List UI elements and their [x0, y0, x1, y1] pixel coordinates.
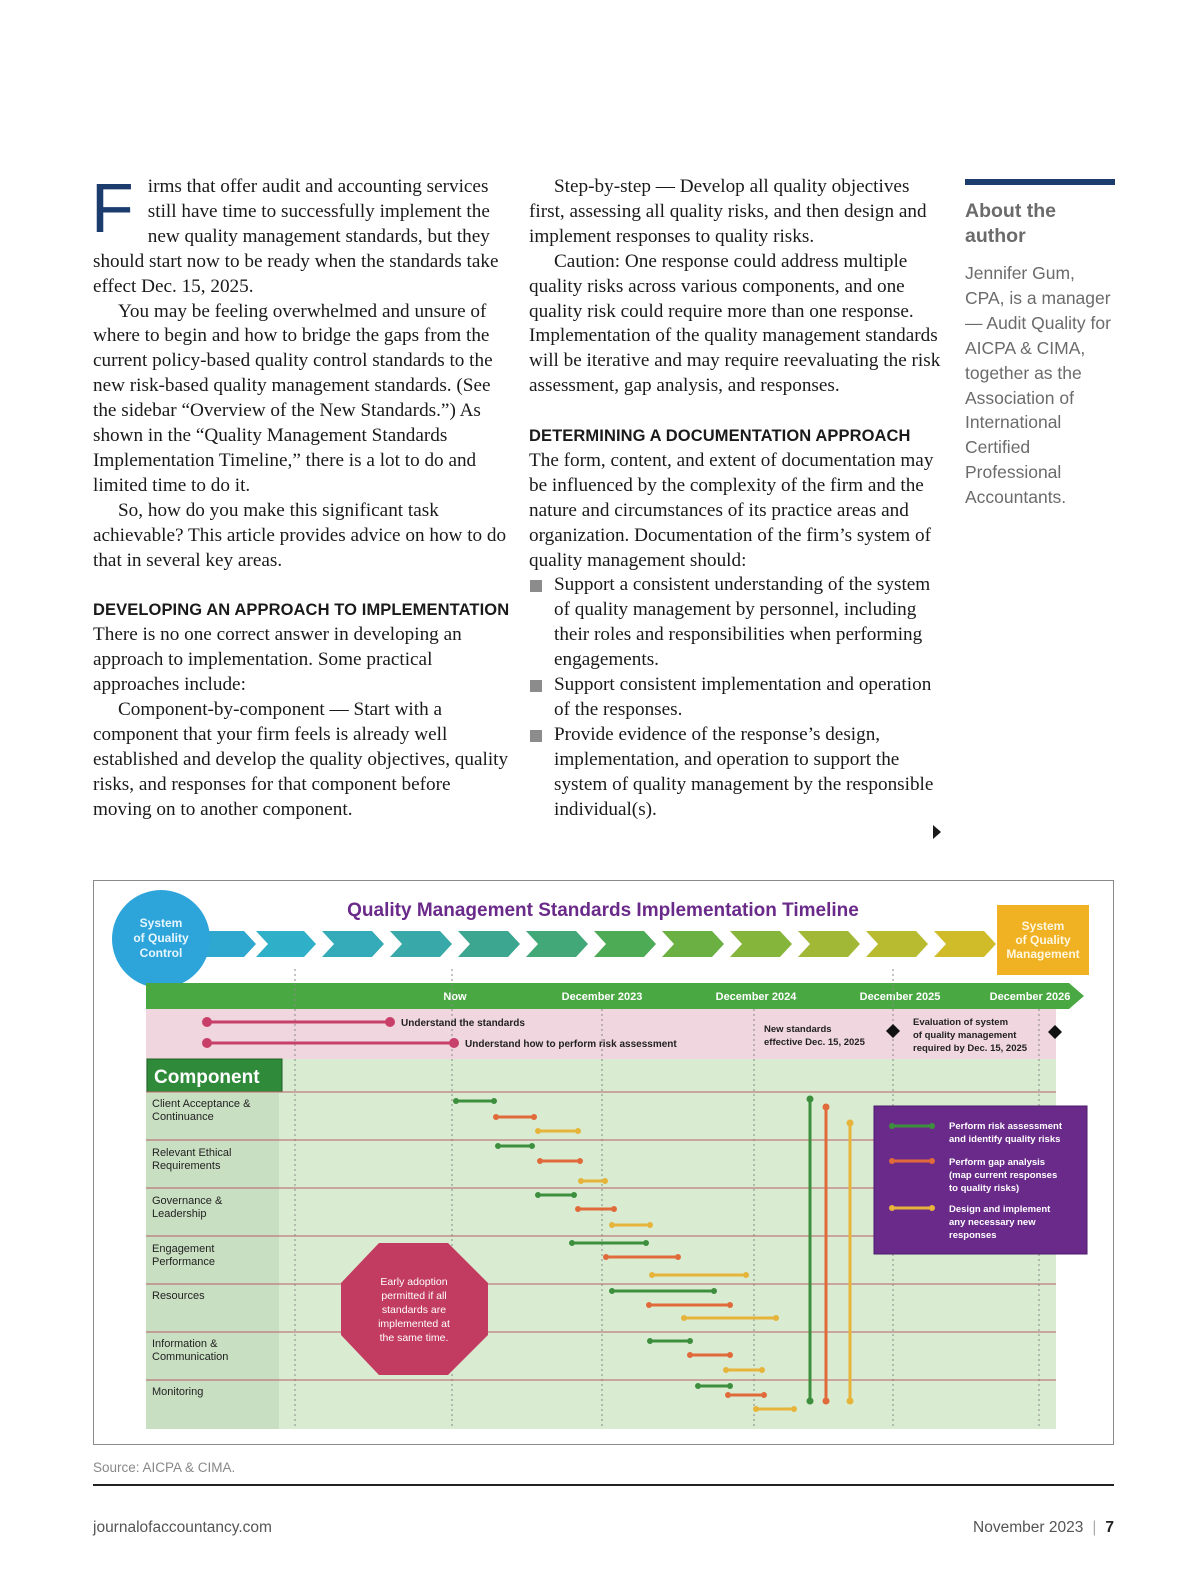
list-item: Provide evidence of the response’s design, implementation, and operation to support the system of quality management by the responsible individual(s). — [529, 723, 949, 823]
section-heading: DETERMINING A DOCUMENTATION APPROACH — [529, 427, 911, 446]
paragraph: Caution: One response could address multiple quality risks across various components, and one quality risk could require more than one response. Implementation of the quality management standards will be iterative and may require reevaluating the risk assessment, gap analysis, and responses. — [529, 250, 941, 397]
chevron-icon — [798, 931, 860, 957]
gantt-bar-endpoint — [723, 1367, 729, 1373]
component-label: Governance & — [152, 1195, 223, 1207]
gantt-bar-endpoint — [535, 1192, 541, 1198]
author-bio: Jennifer Gum, CPA, is a manager — Audit Quality for AICPA & CIMA, together as the Association of International Certified Professional Accountants. — [965, 263, 1111, 508]
start-label-line: System — [139, 916, 183, 930]
legend-swatch-dot — [889, 1158, 895, 1164]
gantt-bar-endpoint — [647, 1222, 653, 1228]
timeline-label: Now — [443, 991, 467, 1003]
component-label: Relevant Ethical — [152, 1147, 232, 1159]
legend-label: responses — [949, 1230, 997, 1241]
gantt-bar-endpoint — [578, 1178, 584, 1184]
bar-endpoint — [823, 1104, 830, 1111]
milestone-label: Understand how to perform risk assessment — [465, 1039, 677, 1050]
component-label: Client Acceptance & — [152, 1098, 251, 1110]
component-header-label: Component — [154, 1067, 260, 1088]
figure-title: Quality Management Standards Implementation Timeline — [347, 900, 859, 921]
component-label: Continuance — [152, 1111, 214, 1123]
drop-cap: F — [91, 169, 134, 247]
gantt-bar-endpoint — [727, 1302, 733, 1308]
gantt-bar-endpoint — [743, 1272, 749, 1278]
legend-label: Design and implement — [949, 1204, 1051, 1215]
gantt-bar-endpoint — [531, 1114, 537, 1120]
legend-swatch-dot — [889, 1205, 895, 1211]
gantt-bar-endpoint — [646, 1302, 652, 1308]
footer-site: journalofaccountancy.com — [93, 1519, 272, 1536]
octagon-text: Early adoption — [380, 1276, 448, 1288]
legend-label: to quality risks) — [949, 1183, 1020, 1194]
gantt-bar-endpoint — [535, 1128, 541, 1134]
bullet-list — [529, 573, 949, 822]
gantt-bar-endpoint — [643, 1240, 649, 1246]
timeline-figure — [93, 880, 1114, 1445]
timeline-label: December 2026 — [989, 991, 1071, 1003]
component-label: Performance — [152, 1256, 215, 1268]
gantt-bar-endpoint — [495, 1143, 501, 1149]
gantt-bar-endpoint — [791, 1406, 797, 1412]
gantt-bar-endpoint — [577, 1158, 583, 1164]
gantt-bar-endpoint — [727, 1383, 733, 1389]
start-label-line: of Quality — [133, 931, 189, 945]
chevron-icon — [390, 931, 452, 957]
gantt-bar-endpoint — [759, 1367, 765, 1373]
milestone-label: Evaluation of system — [913, 1017, 1009, 1028]
octagon-text: standards are — [381, 1304, 447, 1316]
chevron-icon — [458, 931, 520, 957]
gantt-bar-endpoint — [609, 1288, 615, 1294]
sidebar-title: About the author — [965, 200, 1056, 247]
component-label: Requirements — [152, 1160, 221, 1172]
octagon-text: the same time. — [379, 1332, 449, 1344]
chevron-icon — [662, 931, 724, 957]
gantt-bar-endpoint — [711, 1288, 717, 1294]
chevron-icon — [934, 931, 996, 957]
chevron-icon — [526, 931, 588, 957]
paragraph: Component-by-component — Start with a component that your firm feels is already well established and develop the quality objectives, quality risks, and responses for that component before moving on to another component. — [93, 699, 509, 820]
gantt-bar-endpoint — [753, 1406, 759, 1412]
octagon-text: implemented at — [378, 1318, 450, 1330]
gantt-bar-endpoint — [575, 1206, 581, 1212]
milestone-label: Understand the standards — [401, 1018, 525, 1029]
chevron-icon — [322, 931, 384, 957]
gantt-bar-endpoint — [453, 1098, 459, 1104]
milestone-label: required by Dec. 15, 2025 — [913, 1043, 1028, 1054]
chevron-icon — [256, 931, 316, 957]
end-label-line: System — [1021, 919, 1065, 933]
author-sidebar — [965, 179, 1115, 510]
legend-label: Perform risk assessment — [949, 1121, 1063, 1132]
gantt-bar-endpoint — [609, 1222, 615, 1228]
figure-source: Source: AICPA & CIMA. — [93, 1460, 236, 1475]
milestone-label: New standards — [764, 1024, 832, 1035]
gantt-bar-endpoint — [537, 1158, 543, 1164]
gantt-bar-endpoint — [761, 1392, 767, 1398]
component-label: Monitoring — [152, 1386, 204, 1398]
list-item: Support a consistent understanding of the system of quality management by personnel, including their roles and responsibilities when performing engagements. — [529, 573, 949, 673]
chevron-icon — [730, 931, 792, 957]
gantt-bar-endpoint — [611, 1206, 617, 1212]
sidebar-rule — [965, 179, 1115, 185]
component-label: Information & — [152, 1338, 218, 1350]
octagon-text: permitted if all — [381, 1290, 447, 1302]
chevron-icon — [594, 931, 656, 957]
milestone-dot — [202, 1038, 212, 1048]
bar-endpoint — [847, 1398, 854, 1405]
gantt-bar-endpoint — [647, 1338, 653, 1344]
milestone-dot — [202, 1017, 212, 1027]
gantt-bar-endpoint — [493, 1114, 499, 1120]
component-label: Communication — [152, 1351, 229, 1363]
footer-date: November 2023 — [973, 1519, 1084, 1536]
legend-swatch-dot — [929, 1205, 935, 1211]
gantt-bar-endpoint — [603, 1254, 609, 1260]
continue-arrow-icon — [933, 825, 941, 839]
page-number: 7 — [1105, 1519, 1114, 1536]
legend-label: and identify quality risks — [949, 1134, 1061, 1145]
legend-swatch-dot — [929, 1123, 935, 1129]
legend-swatch-dot — [929, 1158, 935, 1164]
bar-endpoint — [807, 1096, 814, 1103]
milestone-label: effective Dec. 15, 2025 — [764, 1037, 865, 1048]
article-column-1 — [91, 169, 513, 823]
section-heading: DEVELOPING AN APPROACH TO IMPLEMENTATION — [93, 601, 510, 620]
legend-label: Perform gap analysis — [949, 1157, 1046, 1168]
footer-separator: | — [1092, 1519, 1097, 1536]
gantt-bar-endpoint — [649, 1272, 655, 1278]
gantt-bar-endpoint — [687, 1352, 693, 1358]
paragraph: irms that offer audit and accounting services still have time to successfully implement the new quality management standards, but they should start now to be ready when the standards take effect Dec. 15, 2025. — [93, 176, 499, 297]
component-label: Resources — [152, 1290, 205, 1302]
chevron-row — [194, 931, 996, 957]
legend-label: (map current responses — [949, 1170, 1058, 1181]
bar-endpoint — [823, 1398, 830, 1405]
footer-page-info — [973, 1519, 1114, 1537]
gantt-bar-endpoint — [695, 1383, 701, 1389]
gantt-bar-endpoint — [491, 1098, 497, 1104]
gantt-bar-endpoint — [571, 1192, 577, 1198]
timeline-label: December 2025 — [859, 991, 941, 1003]
gantt-bar-endpoint — [529, 1143, 535, 1149]
chevron-icon — [866, 931, 928, 957]
end-label-line: of Quality — [1015, 933, 1071, 947]
timeline-label: December 2023 — [561, 991, 643, 1003]
gantt-bar-endpoint — [575, 1128, 581, 1134]
milestone-dot — [385, 1017, 395, 1027]
paragraph: So, how do you make this significant task achievable? This article provides advice on how to do that in several key areas. — [93, 499, 507, 571]
gantt-bar-endpoint — [681, 1315, 687, 1321]
paragraph: You may be feeling overwhelmed and unsure of where to begin and how to bridge the gaps from the current policy-based quality control standards to the new risk-based quality management standards. (See the sidebar “Overview of the New Standards.”) As shown in the “Quality Management Standards Implementation Timeline,” there is a lot to do and limited time to do it. — [93, 300, 493, 496]
legend-swatch-dot — [889, 1123, 895, 1129]
gantt-bar-endpoint — [725, 1392, 731, 1398]
gantt-bar-endpoint — [687, 1338, 693, 1344]
bar-endpoint — [807, 1398, 814, 1405]
article-column-2 — [529, 175, 949, 823]
paragraph: The form, content, and extent of documentation may be influenced by the complexity of the firm and the nature and circumstances of its practice areas and organization. Documentation of the firm’s system of quality management should: — [529, 449, 934, 571]
gantt-bar-endpoint — [675, 1254, 681, 1260]
gantt-bar-endpoint — [773, 1315, 779, 1321]
bar-endpoint — [847, 1120, 854, 1127]
component-label: Leadership — [152, 1208, 207, 1220]
gantt-bar-endpoint — [727, 1352, 733, 1358]
gantt-bar-endpoint — [569, 1240, 575, 1246]
milestone-label: of quality management — [913, 1030, 1017, 1041]
end-label-line: Management — [1006, 947, 1080, 961]
timeline-label: December 2024 — [715, 991, 797, 1003]
milestone-dot — [449, 1038, 459, 1048]
paragraph: Step-by-step — Develop all quality objectives first, assessing all quality risks, and then design and implement responses to quality risks. — [529, 176, 927, 247]
component-label: Engagement — [152, 1243, 215, 1255]
gantt-bar-endpoint — [602, 1178, 608, 1184]
footer-rule — [93, 1484, 1114, 1486]
list-item: Support consistent implementation and operation of the responses. — [529, 673, 949, 723]
legend-label: any necessary new — [949, 1217, 1036, 1228]
paragraph: There is no one correct answer in developing an approach to implementation. Some practical approaches include: — [93, 624, 462, 696]
start-label-line: Control — [139, 946, 183, 960]
